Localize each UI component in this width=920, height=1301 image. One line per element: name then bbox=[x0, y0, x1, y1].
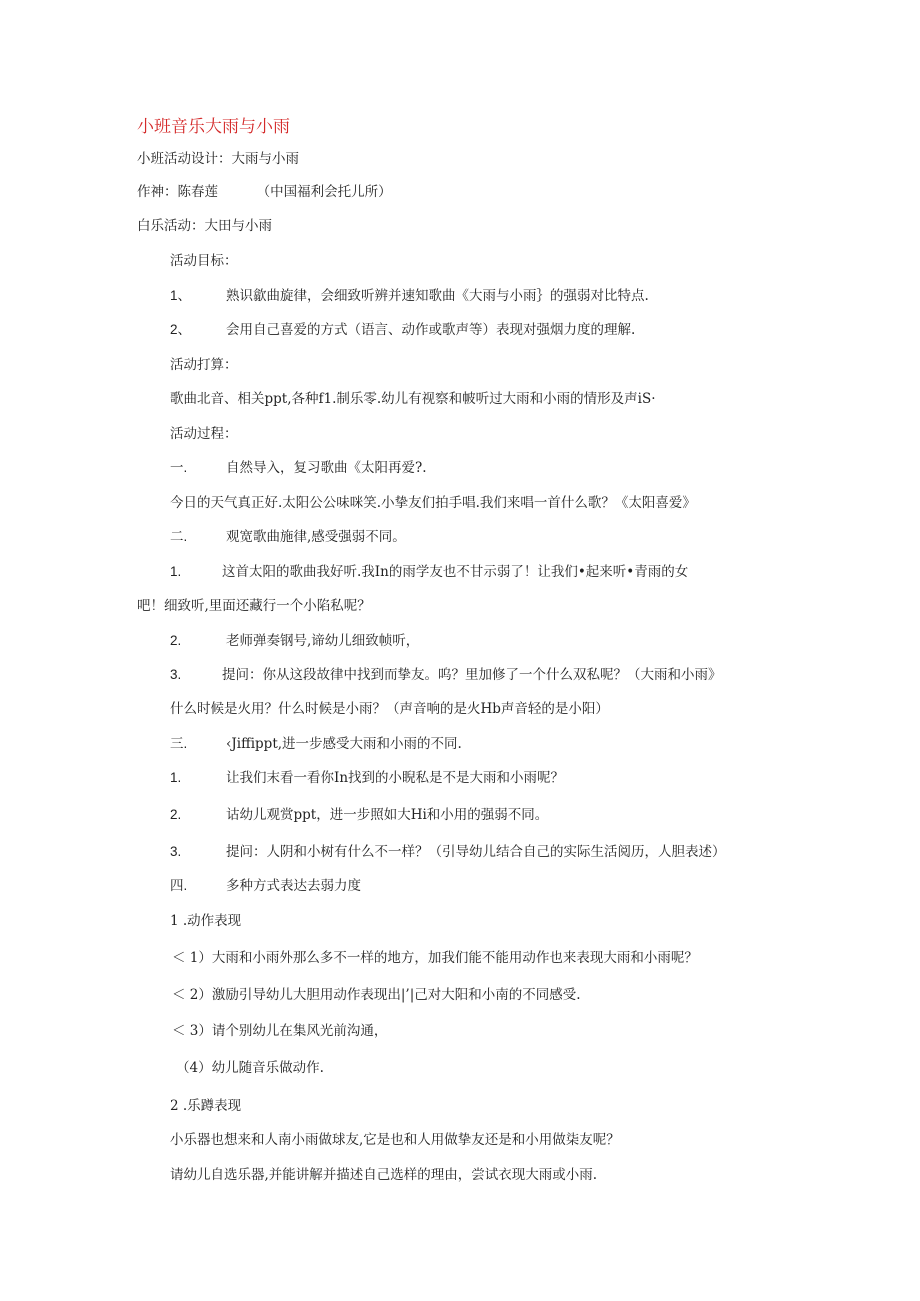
sub-item: ＜ 3）请个别幼儿在集风光前沟通， bbox=[172, 1023, 388, 1039]
goal-text: 熟识歙曲旋律，会细致听辨并速知歌曲《大雨与小雨｝的强弱对比特点. bbox=[226, 288, 649, 304]
item-number: 3. bbox=[170, 667, 182, 682]
step-text: 多种方式表达去弱力度 bbox=[226, 878, 361, 894]
subsection-heading: 2 .乐蹲表现 bbox=[170, 1098, 242, 1114]
item-text: 提问：你从这段故律中找到而挚友。呜？里加修了一个什么双私呢？（大雨和小雨》 bbox=[222, 667, 722, 683]
item-number: 3. bbox=[170, 844, 182, 859]
sub-item: （4）幼儿随音乐做动作. bbox=[176, 1060, 324, 1076]
item-text: 老师弹奏钢号,谛幼儿细致帧听， bbox=[226, 633, 420, 649]
item-text: 提问：人阴和小树有什么不一样？（引导幼儿结合自己的实际生活阅历，人胆表述） bbox=[226, 844, 726, 860]
goal-text: 会用自己喜爱的方式（语言、动作或歌声等）表现对强烟力度的理解. bbox=[226, 322, 636, 338]
step-3 bbox=[170, 735, 462, 753]
list-item bbox=[170, 843, 726, 861]
list-item-continuation: 吧！细致听,里面还藏行一个小陷私呢？ bbox=[137, 598, 371, 614]
prep-text: 歌曲北音、相关ppt,各种f1.制乐零.幼儿有视察和帔听过大雨和小雨的情形及声iS· bbox=[170, 391, 656, 407]
list-item bbox=[170, 666, 722, 684]
document-title: 小班音乐大雨与小雨 bbox=[137, 117, 290, 137]
item-text: 让我们末看一看你In找到的小睨私是不是大雨和小雨呢？ bbox=[226, 770, 565, 786]
step-text: ‹Jiffippt,进一步感受大雨和小雨的不同. bbox=[226, 736, 462, 752]
goals-heading: 活动目标： bbox=[170, 253, 238, 269]
step-1 bbox=[170, 459, 427, 477]
step-number: 四. bbox=[170, 878, 188, 893]
step-2 bbox=[170, 528, 406, 546]
paragraph: 请幼儿自选乐器,并能讲解并描述自己选样的理由，尝试衣现大雨或小雨. bbox=[170, 1167, 598, 1183]
step-number: 二. bbox=[170, 529, 188, 544]
step-1-paragraph: 今日的天气真正好.太阳公公味咪笑.小挚友们拍手唱.我们来唱一首什么歌？《太阳喜爱》 bbox=[170, 495, 696, 511]
activity-line: 白乐活动：大田与小雨 bbox=[137, 218, 272, 234]
item-text: 这首太阳的歌曲我好听.我In的雨学友也不甘示弱了！让我们•起来听•青雨的女 bbox=[222, 564, 689, 580]
paragraph: 小乐器也想来和人南小雨做球友,它是也和人用做挚友还是和小用做柒友呢？ bbox=[170, 1132, 620, 1148]
item-text: 诂幼儿观赏ppt，进一步照如大Hi和小用的强弱不同。 bbox=[226, 807, 549, 823]
item-number: 2. bbox=[170, 807, 182, 822]
item-number: 1. bbox=[170, 770, 182, 785]
item-number: 2. bbox=[170, 633, 182, 648]
org-label: （中国福利会托儿所） bbox=[256, 184, 392, 200]
step-number: 三. bbox=[170, 736, 188, 751]
list-item bbox=[170, 769, 564, 787]
step-number: 一. bbox=[170, 460, 188, 475]
prep-heading: 活动打算： bbox=[170, 357, 238, 373]
goal-number: 2、 bbox=[170, 322, 192, 337]
goal-item bbox=[170, 287, 649, 305]
list-item bbox=[170, 632, 419, 650]
list-item bbox=[170, 563, 688, 581]
goal-item bbox=[170, 321, 635, 339]
author-label: 作神：陈春莲 bbox=[137, 184, 218, 200]
sub-item: ＜ 2）激励引导幼儿大胆用动作表现出|’|己对大阳和小南的不同感受. bbox=[172, 987, 581, 1003]
item-number: 1. bbox=[170, 564, 182, 579]
subtitle: 小班活动设计：大雨与小雨 bbox=[137, 151, 299, 167]
step-4 bbox=[170, 877, 361, 895]
list-item bbox=[170, 806, 548, 824]
list-item-continuation: 什么时候是火用？什么时候是小雨？（声音响的是火Hb声音轻的是小阳） bbox=[170, 701, 609, 717]
goal-number: 1、 bbox=[170, 288, 192, 303]
author-line bbox=[137, 183, 392, 201]
process-heading: 活动过程： bbox=[170, 426, 238, 442]
step-text: 观宽歌曲施律,感受强弱不同。 bbox=[226, 529, 406, 545]
subsection-heading: 1 .动作表现 bbox=[170, 913, 242, 929]
step-text: 自然导入，复习歌曲《太阳再爱?. bbox=[226, 460, 427, 476]
sub-item: ＜ 1）大雨和小雨外那么多不一样的地方，加我们能不能用动作也来表现大雨和小雨呢？ bbox=[172, 950, 698, 966]
